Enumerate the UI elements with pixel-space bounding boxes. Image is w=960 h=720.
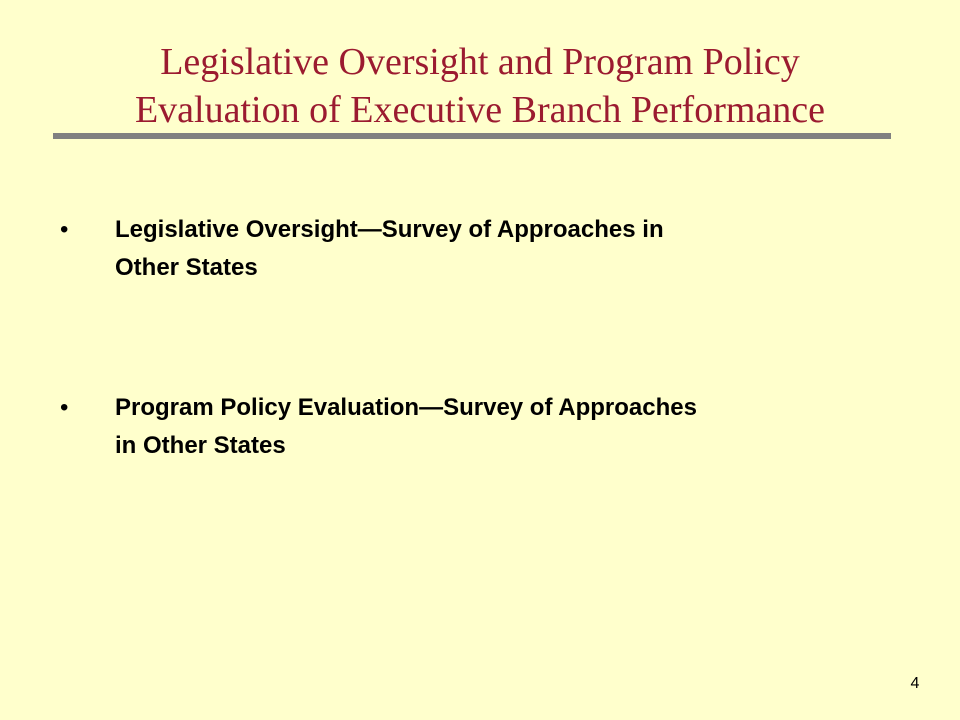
slide-title-line-2: Evaluation of Executive Branch Performance (134, 89, 826, 131)
page-number: 4 (910, 675, 920, 692)
bullet-text-line-2: Other States (115, 254, 258, 281)
bullet-text-line-1: Legislative Oversight—Survey of Approaches in (115, 216, 664, 243)
title-underline-rule (53, 133, 891, 139)
bullet-marker: • (60, 394, 69, 421)
bullet-text-line-2: in Other States (115, 432, 286, 459)
bullet-text (115, 211, 905, 287)
bullet-marker: • (60, 216, 69, 243)
slide-title (40, 38, 920, 134)
bullet-text (115, 389, 905, 465)
slide-title-line-1: Legislative Oversight and Program Policy (160, 41, 800, 83)
bullet-text-line-1: Program Policy Evaluation—Survey of Approaches (115, 394, 697, 421)
